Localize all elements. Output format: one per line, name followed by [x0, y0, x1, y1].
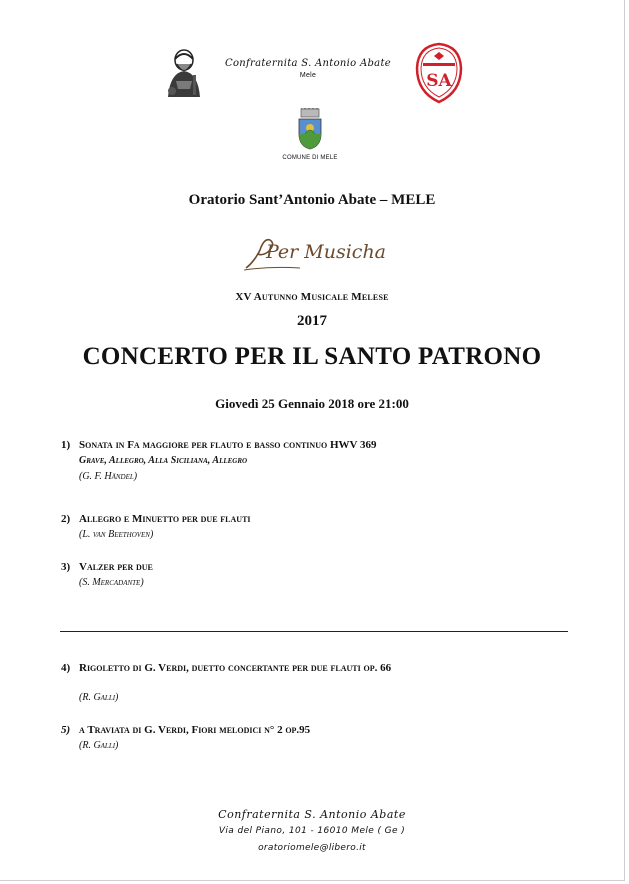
interval-divider	[60, 631, 568, 632]
program-item	[61, 559, 561, 591]
seal-letters: SA	[426, 71, 452, 91]
piece-title: Valzer per due	[79, 561, 153, 573]
comune-label: COMUNE DI MELE	[282, 155, 338, 161]
program-item	[61, 722, 561, 754]
footer-confraternity: Confraternita S. Antonio Abate	[218, 808, 406, 821]
footer-address: Via del Piano, 101 - 16010 Mele ( Ge )	[218, 826, 406, 836]
program-number: 3)	[61, 561, 71, 573]
piece-title: Allegro e Minuetto per due flauti	[79, 513, 251, 525]
confraternity-name: Confraternita S. Antonio Abate	[225, 58, 391, 69]
venue-title: Oratorio Sant’Antonio Abate – MELE	[188, 192, 436, 208]
program-number: 5)	[61, 724, 71, 736]
saint-antonio-icon	[162, 47, 206, 99]
piece-title: Sonata in Fa maggiore per flauto e basso continuo HWV 369	[79, 439, 377, 451]
program-number: 4)	[61, 662, 71, 674]
composer-name: (G. F. Händel)	[79, 471, 138, 482]
festival-name: XV Autunno Musicale Melese	[235, 291, 389, 303]
header-logos	[160, 42, 470, 110]
footer-email: oratoriomele@libero.it	[258, 843, 366, 853]
program-item	[61, 660, 561, 706]
concert-date: Giovedì 25 Gennaio 2018 ore 21:00	[215, 396, 409, 411]
per-musicha-logo	[240, 232, 388, 274]
piece-title: a Traviata di G. Verdi, Fiori melodici n° 2 op.95	[79, 724, 311, 736]
composer-name: (S. Mercadante)	[79, 577, 144, 588]
confraternity-header	[218, 58, 398, 79]
piece-movements: Grave, Allegro, Alla Siciliana, Allegro	[79, 455, 248, 466]
town-name: Mele	[299, 72, 317, 79]
composer-name: (R. Galli)	[79, 740, 119, 751]
concert-title: CONCERTO PER IL SANTO PATRONO	[82, 343, 542, 370]
composer-name: (R. Galli)	[79, 692, 119, 703]
program-item	[61, 437, 561, 485]
sa-seal-icon	[414, 42, 464, 104]
program-number: 2)	[61, 513, 71, 525]
composer-name: (L. van Beethoven)	[79, 529, 154, 540]
concert-year: 2017	[297, 313, 327, 329]
comune-crest-icon	[296, 108, 324, 150]
program-number: 1)	[61, 439, 71, 451]
piece-title: Rigoletto di G. Verdi, duetto concertante per due flauti op. 66	[79, 662, 392, 674]
script-logo-text: Per Musicha	[265, 241, 387, 263]
program-item	[61, 511, 561, 543]
